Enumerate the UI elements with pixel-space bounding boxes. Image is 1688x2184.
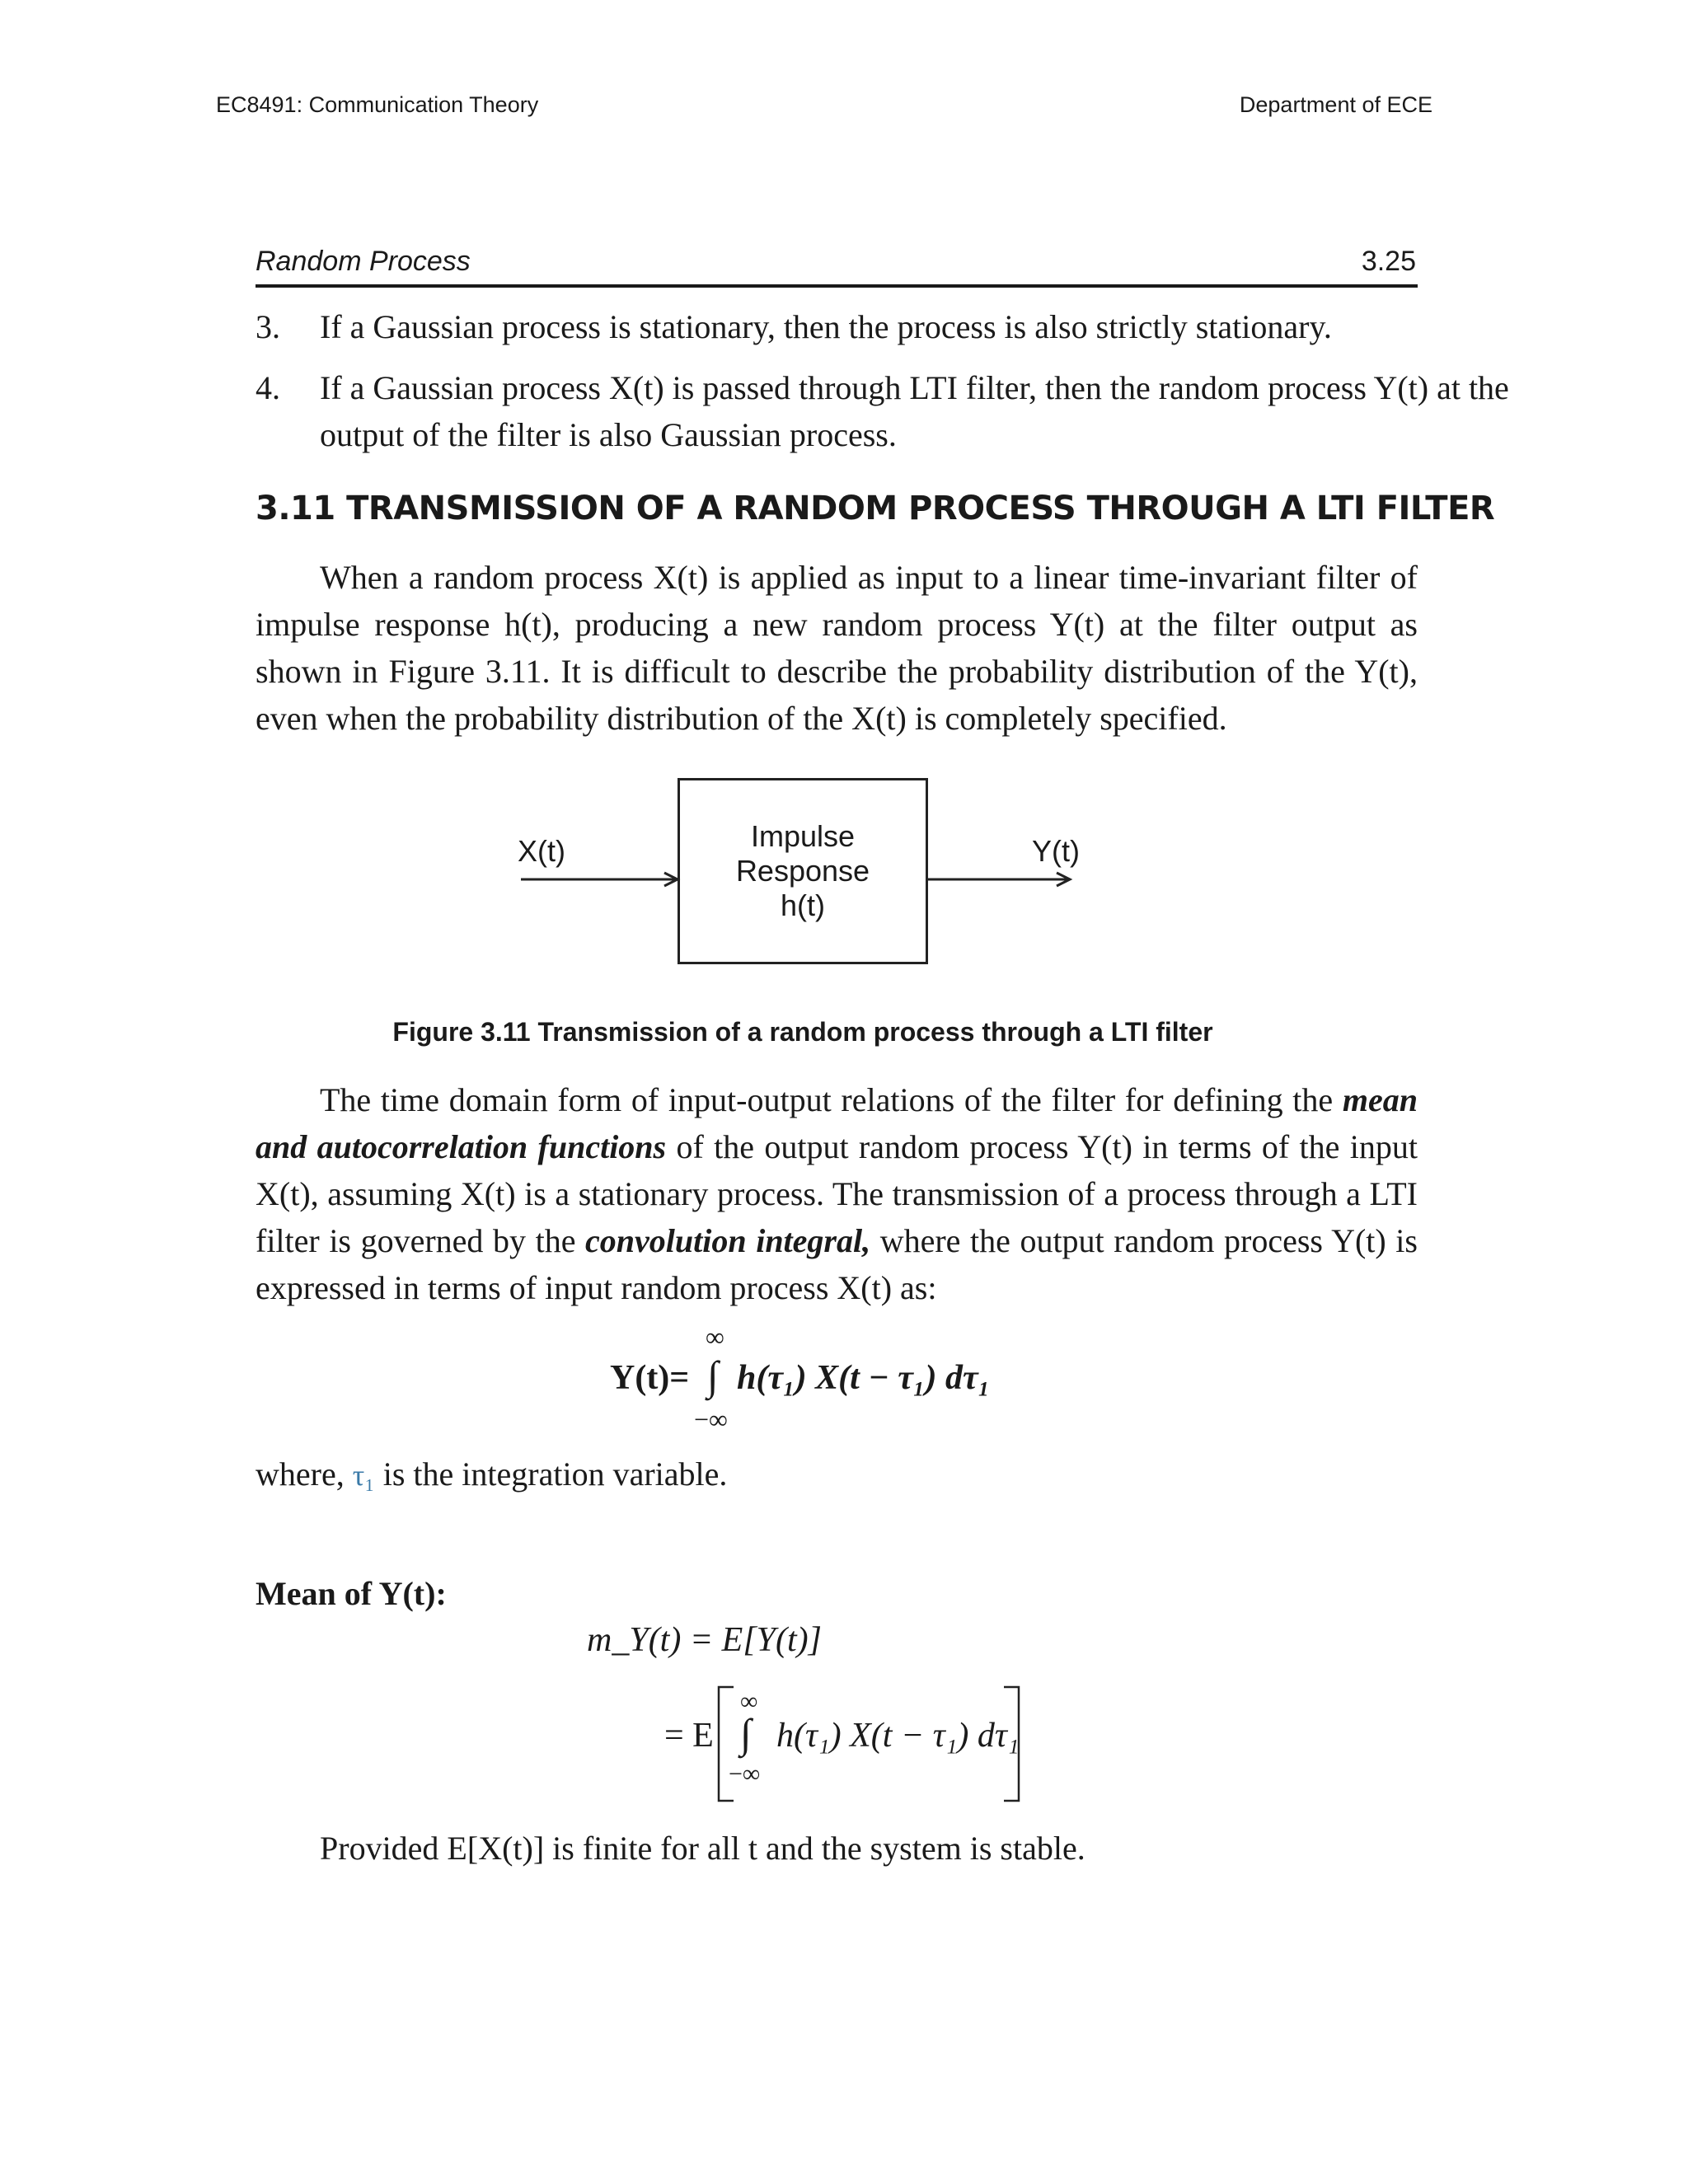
tau-variable: τ₁ [352,1459,375,1492]
mean-upper-limit: ∞ [740,1688,758,1715]
list-item-3 [256,303,1418,350]
integral-sign: ∫ [707,1352,719,1399]
paragraph-convolution [256,1076,1418,1311]
list-number: 4. [256,369,280,406]
emphasis-mean-autocorrelation: mean and autocorrelation functions [256,1081,1418,1165]
mean-integral-sign: ∫ [740,1710,752,1756]
output-arrow [923,867,1088,892]
equation-integrand: h(τ₁) X(t − τ₁) dτ₁ [737,1359,991,1397]
list-item-4 [256,364,1509,458]
impulse-response-block [678,778,928,964]
block-label-line3: h(t) [781,888,825,922]
mean-integrand: h(τ₁) X(t − τ₁) dτ₁ [776,1717,1020,1755]
mean-equation-line1: m_Y(t) = E[Y(t)] [587,1621,823,1659]
input-arrow [519,867,684,892]
section-heading: 3.11 TRANSMISSION OF A RANDOM PROCESS THROUGH A LTI FILTER [256,490,1495,527]
where-line [256,1451,727,1499]
block-label-line2: Response [735,854,870,888]
running-header-course: EC8491: Communication Theory [216,92,539,117]
where-suffix: is the integration variable. [382,1455,728,1493]
text-run: of the output random process Y(t) in terms of the input X(t), assuming X(t) is a stationary process. The transmission of a process through a LTI filter is governed by the [256,1128,1418,1259]
paragraph-intro: When a random process X(t) is applied as input to a linear time-invariant filter of impulse response h(t), producing a new random process Y(t) at the filter output as shown in Figure 3.11. It is difficult to describe the probability distribution of the Y(t), even when the probability distribution of the X(t) is completely specified. [256,559,1418,737]
list-number: 3. [256,308,280,345]
text-run: where the output random process Y(t) is expressed in terms of input random process X(t) as: [256,1222,1418,1306]
emphasis-convolution-integral: convolution integral, [585,1222,871,1259]
header-rule [256,284,1418,288]
equation-lhs: Y(t)= [610,1359,690,1397]
right-bracket [1001,1685,1022,1803]
figure-output-label: Y(t) [1032,834,1080,868]
running-header-department: Department of ECE [1239,92,1432,117]
figure-caption: Figure 3.11 Transmission of a random process through a LTI filter [392,1017,1213,1047]
provided-statement: Provided E[X(t)] is finite for all t and the system is stable. [320,1830,1085,1867]
list-text-line1: If a Gaussian process X(t) is passed through LTI filter, then the random process Y(t) at the [320,369,1509,406]
integral-lower-limit: −∞ [694,1404,728,1434]
list-text-line2: output of the filter is also Gaussian process. [320,416,897,453]
where-prefix: where, [256,1455,345,1493]
text-run: The time domain form of input-output relations of the filter for defining the [320,1081,1343,1118]
integral-upper-limit: ∞ [706,1322,724,1352]
page-number: 3.25 [1361,246,1416,277]
mean-eq-prefix: = E [664,1717,714,1755]
block-label-line1: Impulse [750,819,856,853]
mean-lower-limit: −∞ [729,1760,761,1788]
mean-heading: Mean of Y(t): [256,1575,447,1612]
list-text: If a Gaussian process is stationary, then the process is also strictly stationary. [320,308,1332,345]
figure-input-label: X(t) [518,834,565,868]
chapter-title: Random Process [256,246,471,277]
